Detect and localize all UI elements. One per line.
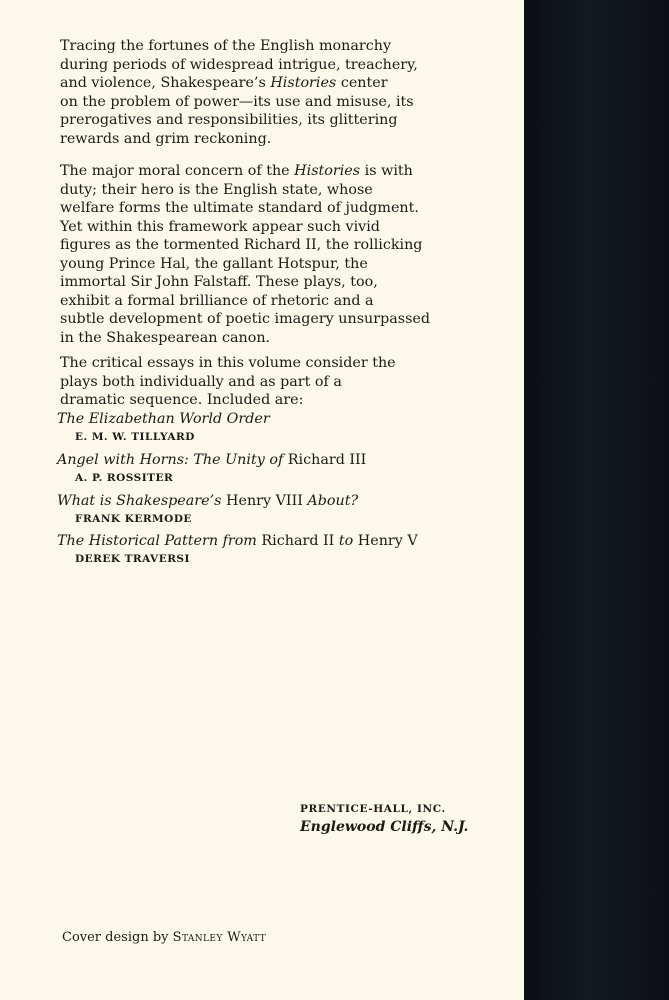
play-title: Richard III: [287, 452, 367, 468]
intro-line-text: center: [340, 75, 388, 91]
essay-title-part: Angel with Horns: The Unity of: [57, 452, 288, 468]
credit-label: Cover design by: [62, 930, 173, 945]
play-title: Richard II: [261, 533, 335, 549]
essay-entry: [57, 410, 497, 444]
intro-line-text: and violence, Shakespeare’s: [60, 75, 271, 91]
dark-spine-edge: [524, 0, 669, 1000]
moral-concern-paragraph: [60, 162, 480, 347]
publisher-imprint: [300, 802, 469, 837]
moral-line: welfare forms the ultimate standard of judgment.: [60, 200, 419, 216]
cover-design-credit: [62, 930, 266, 945]
moral-line: duty; their hero is the English state, whose: [60, 181, 373, 198]
essay-entry: [57, 451, 497, 485]
play-title: Henry V: [357, 533, 418, 549]
moral-line: in the Shakespearean canon.: [60, 329, 271, 346]
essay-author: FRANK KERMODE: [75, 513, 192, 525]
essays-intro-paragraph: [60, 354, 480, 410]
publisher-name: PRENTICE-HALL, INC.: [300, 803, 446, 815]
essays-intro-line: The critical essays in this volume consider the: [60, 355, 396, 371]
moral-line-text: The major moral concern of the: [60, 163, 295, 179]
essay-author: A. P. ROSSITER: [75, 472, 174, 484]
essays-intro-line: dramatic sequence. Included are:: [60, 392, 304, 408]
essay-entry: [57, 492, 497, 526]
essay-title-part: to: [334, 533, 358, 549]
moral-line: [60, 162, 480, 181]
intro-paragraph: [60, 37, 480, 148]
intro-line: on the problem of power—its use and misuse, its: [60, 93, 414, 110]
essay-author: DEREK TRAVERSI: [75, 553, 190, 565]
intro-line: during periods of widespread intrigue, treachery,: [60, 56, 418, 73]
intro-line: Tracing the fortunes of the English monarchy: [60, 38, 392, 54]
moral-line: subtle development of poetic imagery unsurpassed: [60, 311, 431, 327]
moral-line-text: is with: [360, 163, 413, 179]
histories-title: Histories: [294, 163, 361, 179]
intro-line: prerogatives and responsibilities, its glittering: [60, 112, 398, 128]
moral-line: figures as the tormented Richard II, the rollicking: [60, 237, 423, 253]
essay-entry: [57, 532, 497, 566]
publisher-place: Englewood Cliffs, N.J.: [300, 819, 469, 835]
histories-title: Histories: [270, 75, 337, 91]
designer-name: Stanley Wyatt: [172, 930, 267, 945]
moral-line: Yet within this framework appear such vivid: [60, 218, 380, 235]
intro-line: [60, 74, 480, 93]
essay-title-part: The Historical Pattern from: [57, 533, 262, 549]
essays-intro-line: plays both individually and as part of a: [60, 373, 342, 390]
moral-line: immortal Sir John Falstaff. These plays, too,: [60, 274, 378, 290]
play-title: Henry VIII: [226, 493, 303, 509]
essay-title-part: What is Shakespeare’s: [57, 493, 227, 509]
essay-title: [57, 532, 497, 550]
essay-title: [57, 451, 497, 469]
essay-title-part: About?: [302, 493, 359, 509]
essay-title: [57, 492, 497, 510]
intro-line: rewards and grim reckoning.: [60, 130, 272, 147]
essay-author: E. M. W. TILLYARD: [75, 431, 195, 443]
essay-title: The Elizabethan World Order: [57, 411, 270, 427]
moral-line: exhibit a formal brilliance of rhetoric and a: [60, 292, 374, 309]
moral-line: young Prince Hal, the gallant Hotspur, the: [60, 255, 368, 272]
